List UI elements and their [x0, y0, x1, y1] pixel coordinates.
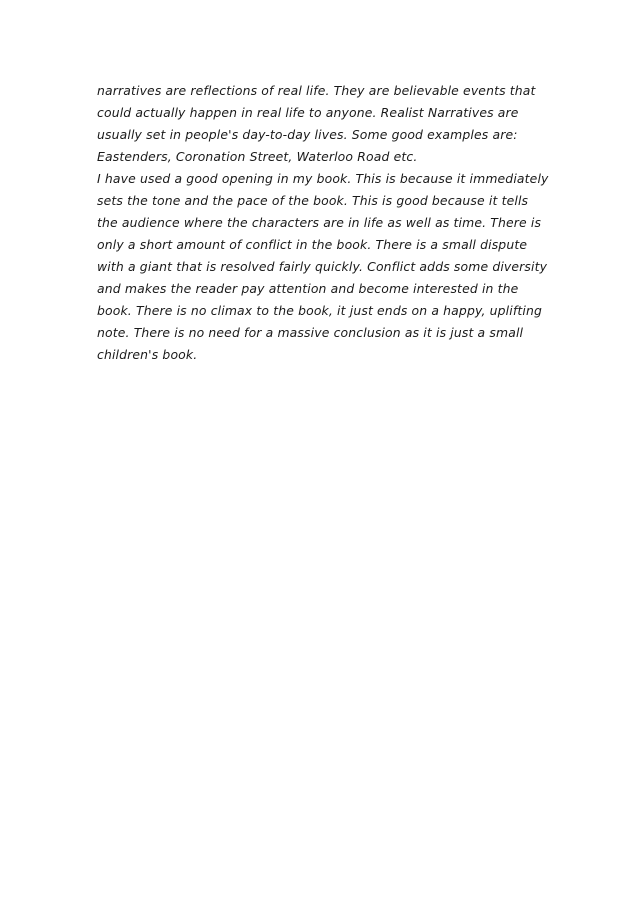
text-line: the audience where the characters are in life as well as time. There is [97, 215, 542, 230]
text-line: usually set in people's day-to-day lives. Some good examples are: [97, 127, 518, 142]
text-line: narratives are reflections of real life. They are believable events that [97, 83, 536, 98]
text-line: children's book. [97, 347, 198, 362]
text-line: only a short amount of conflict in the book. There is a small dispute [97, 237, 528, 252]
text-line: Eastenders, Coronation Street, Waterloo Road etc. [97, 149, 418, 164]
text-line: sets the tone and the pace of the book. This is good because it tells [97, 193, 529, 208]
body-text [97, 80, 557, 366]
text-line: I have used a good opening in my book. This is because it immediately [97, 171, 549, 186]
text-line: could actually happen in real life to anyone. Realist Narratives are [97, 105, 519, 120]
text-line: note. There is no need for a massive conclusion as it is just a small [97, 325, 524, 340]
text-line: book. There is no climax to the book, it just ends on a happy, uplifting [97, 303, 542, 318]
text-line: with a giant that is resolved fairly quickly. Conflict adds some diversity [97, 259, 548, 274]
text-line: and makes the reader pay attention and become interested in the [97, 281, 519, 296]
